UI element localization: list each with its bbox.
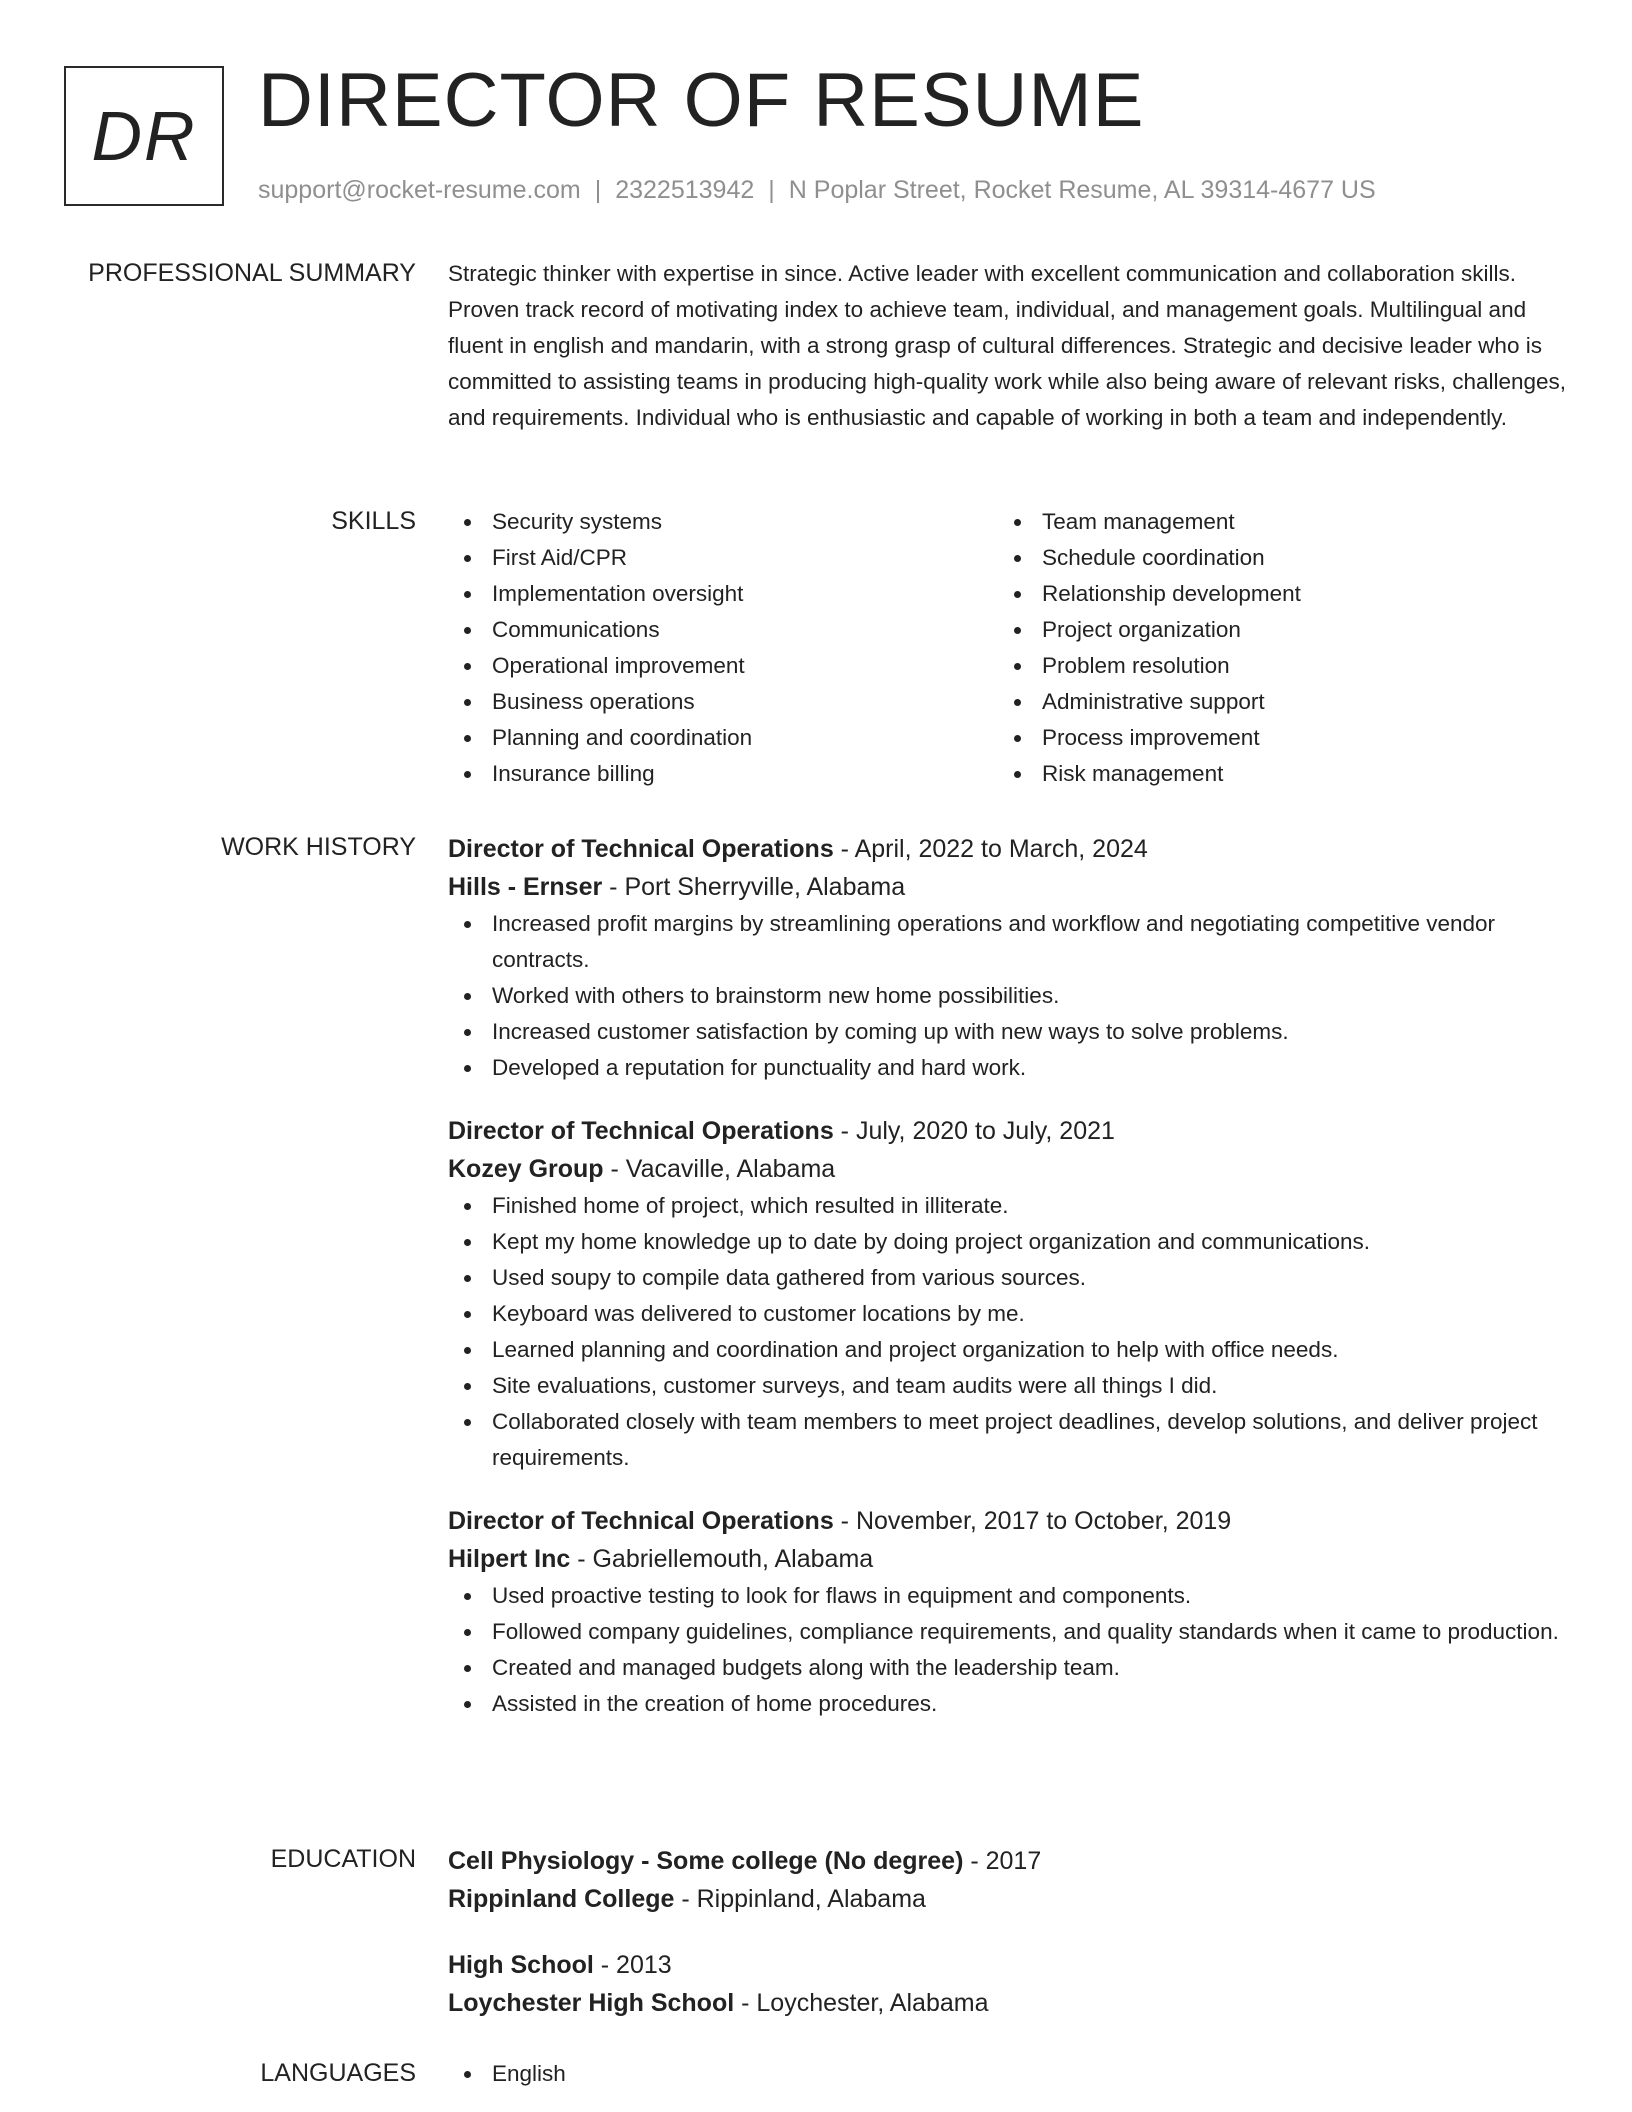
job-dates: - July, 2020 to July, 2021 [833,1117,1115,1145]
job-bullet: Developed a reputation for punctuality and hard work. [448,1050,1574,1086]
job-title: Director of Technical Operations [448,1507,834,1535]
education-school: Loychester High School [448,1989,735,2017]
job-title: Director of Technical Operations [448,1117,834,1145]
skill-item: Administrative support [998,684,1548,720]
job-bullet: Increased profit margins by streamlining operations and workflow and negotiating competitive vendor contracts. [448,906,1574,978]
job-title-line [448,1112,1574,1150]
job-bullet: Created and managed budgets along with the leadership team. [448,1650,1574,1686]
skill-item: Planning and coordination [448,720,998,756]
summary-body [448,256,1574,436]
job-company: Hills - Ernser [448,873,603,901]
contact-separator: | [768,176,775,204]
contact-phone[interactable]: 2322513942 [615,176,755,204]
languages-list [448,2056,1574,2092]
languages-body [448,2056,1574,2092]
summary-text: Strategic thinker with expertise in since. Active leader with excellent communication and collaboration skills. Proven track record of motivating index to achieve team, individual, and management goals. Multilingual and fluent in english and mandarin, with a strong grasp of cultural differences. Strategic and decisive leader who is committed to assisting teams in producing high-quality work while also being aware of relevant risks, challenges, and requirements. Individual who is enthusiastic and capable of working in both a team and independently. [448,261,1567,430]
skills-column-right [998,504,1548,792]
job-bullets [448,1188,1574,1476]
education-degree-line [448,1946,1574,1984]
job-title-line [448,1502,1574,1540]
contact-email[interactable]: support@rocket-resume.com [258,176,581,204]
skill-item: Operational improvement [448,648,998,684]
education-degree: High School [448,1951,594,1979]
skill-item: Insurance billing [448,756,998,792]
job-bullets [448,906,1574,1086]
skill-item: Business operations [448,684,998,720]
job-bullet: Finished home of project, which resulted in illiterate. [448,1188,1574,1224]
skill-item: Schedule coordination [998,540,1548,576]
section-heading: SKILLS [331,507,416,535]
job-entry [448,830,1574,1086]
job-title: Director of Technical Operations [448,835,834,863]
education-location: - Loychester, Alabama [734,1989,989,2017]
skill-item: Risk management [998,756,1548,792]
job-bullet: Followed company guidelines, compliance requirements, and quality standards when it came to production. [448,1614,1574,1650]
education-school-line [448,1880,1574,1918]
contact-address: N Poplar Street, Rocket Resume, AL 39314-4677 US [788,176,1376,204]
skills-body [448,504,1574,792]
education-degree: Cell Physiology - Some college (No degree) [448,1847,964,1875]
skill-item: Communications [448,612,998,648]
job-dates: - November, 2017 to October, 2019 [833,1507,1232,1535]
job-entry [448,1112,1574,1476]
skills-list [448,504,998,792]
skill-item: Process improvement [998,720,1548,756]
education-entry [448,1946,1574,2022]
monogram-initials: DR [91,97,197,175]
job-location: - Vacaville, Alabama [603,1155,836,1183]
resume-name: DIRECTOR OF RESUME [258,58,1145,143]
job-bullet: Kept my home knowledge up to date by doing project organization and communications. [448,1224,1574,1260]
section-heading: EDUCATION [270,1845,416,1873]
education-year: - 2013 [593,1951,672,1979]
job-title-line [448,830,1574,868]
job-company-line [448,868,1574,906]
education-location: - Rippinland, Alabama [674,1885,926,1913]
job-bullet: Used proactive testing to look for flaws in equipment and components. [448,1578,1574,1614]
job-bullet: Assisted in the creation of home procedures. [448,1686,1574,1722]
skill-item: Team management [998,504,1548,540]
job-bullet: Keyboard was delivered to customer locations by me. [448,1296,1574,1332]
job-bullet: Used soupy to compile data gathered from various sources. [448,1260,1574,1296]
job-company-line [448,1150,1574,1188]
job-dates: - April, 2022 to March, 2024 [833,835,1148,863]
job-location: - Port Sherryville, Alabama [602,873,906,901]
education-body [448,1842,1574,2050]
monogram-badge [64,66,224,206]
job-bullets [448,1578,1574,1722]
skills-column-left [448,504,998,792]
job-company: Kozey Group [448,1155,604,1183]
job-bullet: Increased customer satisfaction by coming up with new ways to solve problems. [448,1014,1574,1050]
education-year: - 2017 [963,1847,1042,1875]
section-heading: PROFESSIONAL SUMMARY [88,259,416,287]
skill-item: Relationship development [998,576,1548,612]
skill-item: Problem resolution [998,648,1548,684]
language-item: English [448,2056,1574,2092]
job-company-line [448,1540,1574,1578]
work-history-body [448,830,1574,1748]
job-bullet: Site evaluations, customer surveys, and team audits were all things I did. [448,1368,1574,1404]
section-heading: WORK HISTORY [221,833,416,861]
job-bullet: Learned planning and coordination and project organization to help with office needs. [448,1332,1574,1368]
skills-list [998,504,1548,792]
education-school-line [448,1984,1574,2022]
skill-item: First Aid/CPR [448,540,998,576]
job-bullet: Collaborated closely with team members to meet project deadlines, develop solutions, and deliver project requirements. [448,1404,1574,1476]
job-bullet: Worked with others to brainstorm new home possibilities. [448,978,1574,1014]
contact-separator: | [594,176,602,204]
job-entry [448,1502,1574,1722]
skill-item: Security systems [448,504,998,540]
contact-line [258,174,1376,206]
education-entry [448,1842,1574,1918]
section-heading: LANGUAGES [260,2059,416,2087]
job-location: - Gabriellemouth, Alabama [570,1545,874,1573]
job-company: Hilpert Inc [448,1545,571,1573]
education-school: Rippinland College [448,1885,675,1913]
skill-item: Project organization [998,612,1548,648]
education-degree-line [448,1842,1574,1880]
skill-item: Implementation oversight [448,576,998,612]
